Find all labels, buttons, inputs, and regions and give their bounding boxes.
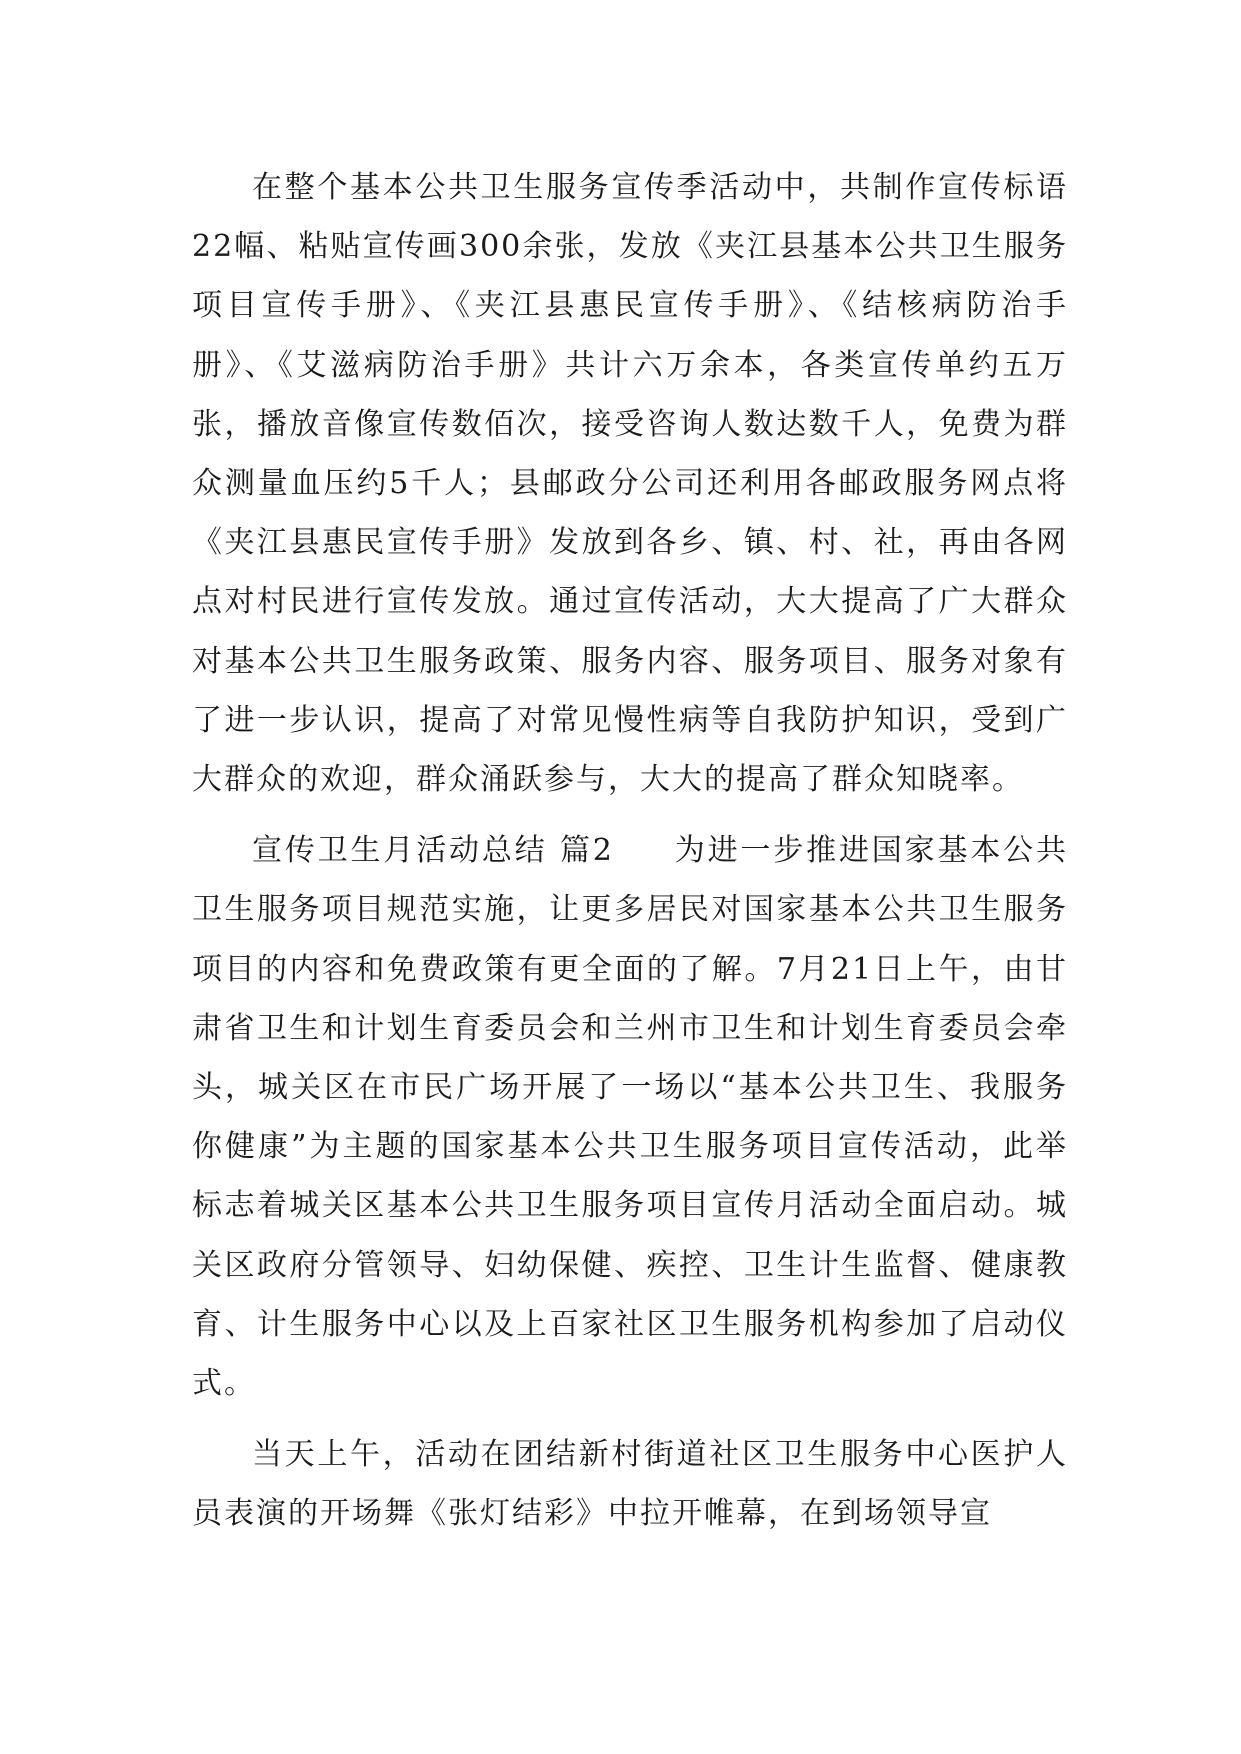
paragraph-3: 当天上午，活动在团结新村街道社区卫生服务中心医护人员表演的开场舞《张灯结彩》中拉开帷幕，在到场领导宣	[192, 1437, 1068, 1532]
paragraph-2-body: 为进一步推进国家基本公共卫生服务项目规范实施，让更多居民对国家基本公共卫生服务项目的内容和免费政策有更全面的了解。7月21日上午，由甘肃省卫生和计划生育委员会和兰州市卫生和计划生育委员会牵头，城关区在市民广场开展了一场以“基本公共卫生、我服务你健康”为主题的国家基本公共卫生服务项目宣传活动，此举标志着城关区基本公共卫生服务项目宣传月活动全面启动。城关区政府分管领导、妇幼保健、疾控、卫生计生监督、健康教育、计生服务中心以及上百家社区卫生服务机构参加了启动仪式。	[192, 833, 1068, 1402]
paragraph-1: 在整个基本公共卫生服务宣传季活动中，共制作宣传标语22幅、粘贴宣传画300余张，发放《夹江县基本公共卫生服务项目宣传手册》、《夹江县惠民宣传手册》、《结核病防治手册》、《艾滋病防治手册》共计六万余本，各类宣传单约五万张，播放音像宣传数佰次，接受咨询人数达数千人，免费为群众测量血压约5千人；县邮政分公司还利用各邮政服务网点将《夹江县惠民宣传手册》发放到各乡、镇、村、社，再由各网点对村民进行宣传发放。通过宣传活动，大大提高了广大群众对基本公共卫生服务政策、服务内容、服务项目、服务对象有了进一步认识，提高了对常见慢性病等自我防护知识，受到广大群众的欢迎，群众涌跃参与，大大的提高了群众知晓率。	[192, 170, 1068, 798]
paragraph-2	[192, 821, 1068, 1413]
section-heading: 宣传卫生月活动总结 篇2	[252, 833, 614, 869]
document-body	[192, 158, 1068, 1544]
